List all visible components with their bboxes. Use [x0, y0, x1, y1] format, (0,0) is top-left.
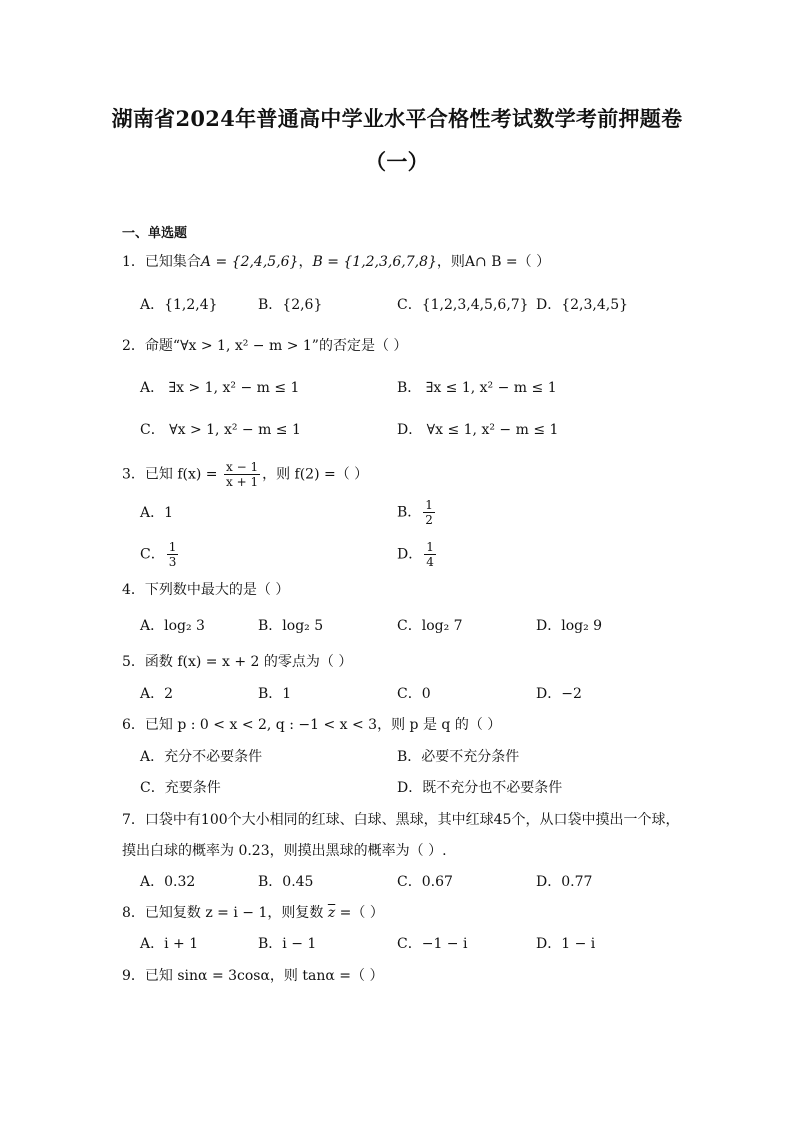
question-1-set-b: B = {1,2,3,6,7,8}	[312, 254, 437, 270]
question-3-denominator: x + 1	[226, 475, 259, 489]
question-4-option-d[interactable]: D．log₂ 9	[536, 618, 603, 634]
question-8-tail: =（ ）	[335, 905, 384, 921]
question-8-option-c[interactable]: C．−1 − i	[397, 936, 468, 952]
question-4-option-a[interactable]: A．log₂ 3	[140, 618, 205, 634]
question-3-option-b-numerator: 1	[425, 498, 433, 512]
question-3-option-c-fraction	[167, 540, 179, 569]
question-6-option-a[interactable]: A．充分不必要条件	[140, 749, 263, 765]
question-2-option-d[interactable]: D． ∀x ≤ 1, x² − m ≤ 1	[397, 422, 559, 438]
question-1-option-b[interactable]: B．{2,6}	[258, 297, 323, 313]
question-5-option-a[interactable]: A．2	[140, 686, 174, 702]
question-3-option-b[interactable]	[397, 498, 437, 527]
question-3-option-a[interactable]: A．1	[140, 505, 174, 521]
section-heading: 一、单选题	[122, 226, 188, 241]
question-7-stem-line-1: 7．口袋中有100个大小相同的红球、白球、黑球，其中红球45个，从口袋中摸出一个球，	[122, 812, 680, 828]
question-3-fraction	[224, 460, 260, 489]
question-3-option-c-label: C．	[140, 546, 165, 563]
question-9-stem: 9．已知 sinα = 3cosα，则 tanα =（ ）	[122, 968, 384, 984]
question-2-stem: 2．命题“∀x > 1, x² − m > 1”的否定是（ ）	[122, 338, 408, 354]
question-2-option-b[interactable]: B． ∃x ≤ 1, x² − m ≤ 1	[397, 380, 557, 396]
question-1-option-d[interactable]: D．{2,3,4,5}	[536, 297, 629, 313]
question-1-separator: ，	[298, 254, 313, 270]
question-5-stem: 5．函数 f(x) = x + 2 的零点为（ ）	[122, 654, 353, 670]
question-5-option-b[interactable]: B．1	[258, 686, 292, 702]
document-title: 湖南省2024年普通高中学业水平合格性考试数学考前押题卷	[111, 106, 683, 131]
question-3-option-c-numerator: 1	[168, 540, 177, 554]
question-1-prefix: 1．已知集合	[122, 254, 201, 270]
question-3-numerator: x − 1	[226, 460, 259, 474]
question-3-option-d-label: D．	[397, 546, 423, 563]
question-8-option-b[interactable]: B．i − 1	[258, 936, 317, 952]
question-3-option-c[interactable]	[140, 540, 180, 569]
question-1-stem	[122, 252, 550, 272]
document-subtitle: （一）	[365, 149, 429, 174]
question-3-option-c-denominator: 3	[168, 555, 177, 569]
question-3-prefix: 3．已知 f(x) =	[122, 466, 218, 483]
question-7-option-d[interactable]: D．0.77	[536, 874, 593, 890]
question-3-option-b-label: B．	[397, 504, 422, 521]
question-3-stem	[122, 460, 368, 489]
question-8-stem	[122, 903, 384, 923]
question-4-option-c[interactable]: C．log₂ 7	[397, 618, 463, 634]
question-3-option-b-fraction	[423, 498, 435, 527]
question-4-stem: 4．下列数中最大的是（ ）	[122, 582, 290, 598]
question-8-conjugate: $\overline{z}$	[327, 905, 336, 921]
question-5-option-c[interactable]: C．0	[397, 686, 431, 702]
question-3-option-d-numerator: 1	[426, 540, 434, 554]
question-6-option-d[interactable]: D．既不充分也不必要条件	[397, 780, 563, 796]
question-7-stem-line-2: 摸出白球的概率为 0.23，则摸出黑球的概率为（ ）.	[122, 843, 447, 859]
question-3-option-d[interactable]	[397, 540, 438, 569]
question-1-option-c[interactable]: C．{1,2,3,4,5,6,7}	[397, 297, 529, 313]
question-7-option-c[interactable]: C．0.67	[397, 874, 453, 890]
question-8-prefix: 8．已知复数 z = i − 1，则复数	[122, 905, 328, 921]
question-8-option-a[interactable]: A．i + 1	[140, 936, 199, 952]
question-6-option-c[interactable]: C．充要条件	[140, 780, 221, 796]
question-6-option-b[interactable]: B．必要不充分条件	[397, 749, 520, 765]
question-3-option-d-denominator: 4	[426, 555, 434, 569]
question-6-stem: 6．已知 p : 0 < x < 2, q : −1 < x < 3，则 p 是 q 的（ ）	[122, 717, 502, 733]
question-3-option-d-fraction	[424, 540, 436, 569]
question-3-option-b-denominator: 2	[425, 513, 433, 527]
question-2-option-c[interactable]: C． ∀x > 1, x² − m ≤ 1	[140, 422, 301, 438]
question-1-option-a[interactable]: A．{1,2,4}	[140, 297, 218, 313]
question-1-set-a: A = {2,4,5,6}	[200, 254, 299, 270]
question-3-tail: ，则 f(2) =（ ）	[262, 466, 369, 483]
question-5-option-d[interactable]: D．−2	[536, 686, 582, 702]
question-8-option-d[interactable]: D．1 − i	[536, 936, 596, 952]
question-7-option-a[interactable]: A．0.32	[140, 874, 196, 890]
question-4-option-b[interactable]: B．log₂ 5	[258, 618, 324, 634]
question-2-option-a[interactable]: A． ∃x > 1, x² − m ≤ 1	[140, 380, 300, 396]
question-1-tail: ，则A∩ B =（ ）	[436, 254, 551, 270]
question-7-option-b[interactable]: B．0.45	[258, 874, 314, 890]
